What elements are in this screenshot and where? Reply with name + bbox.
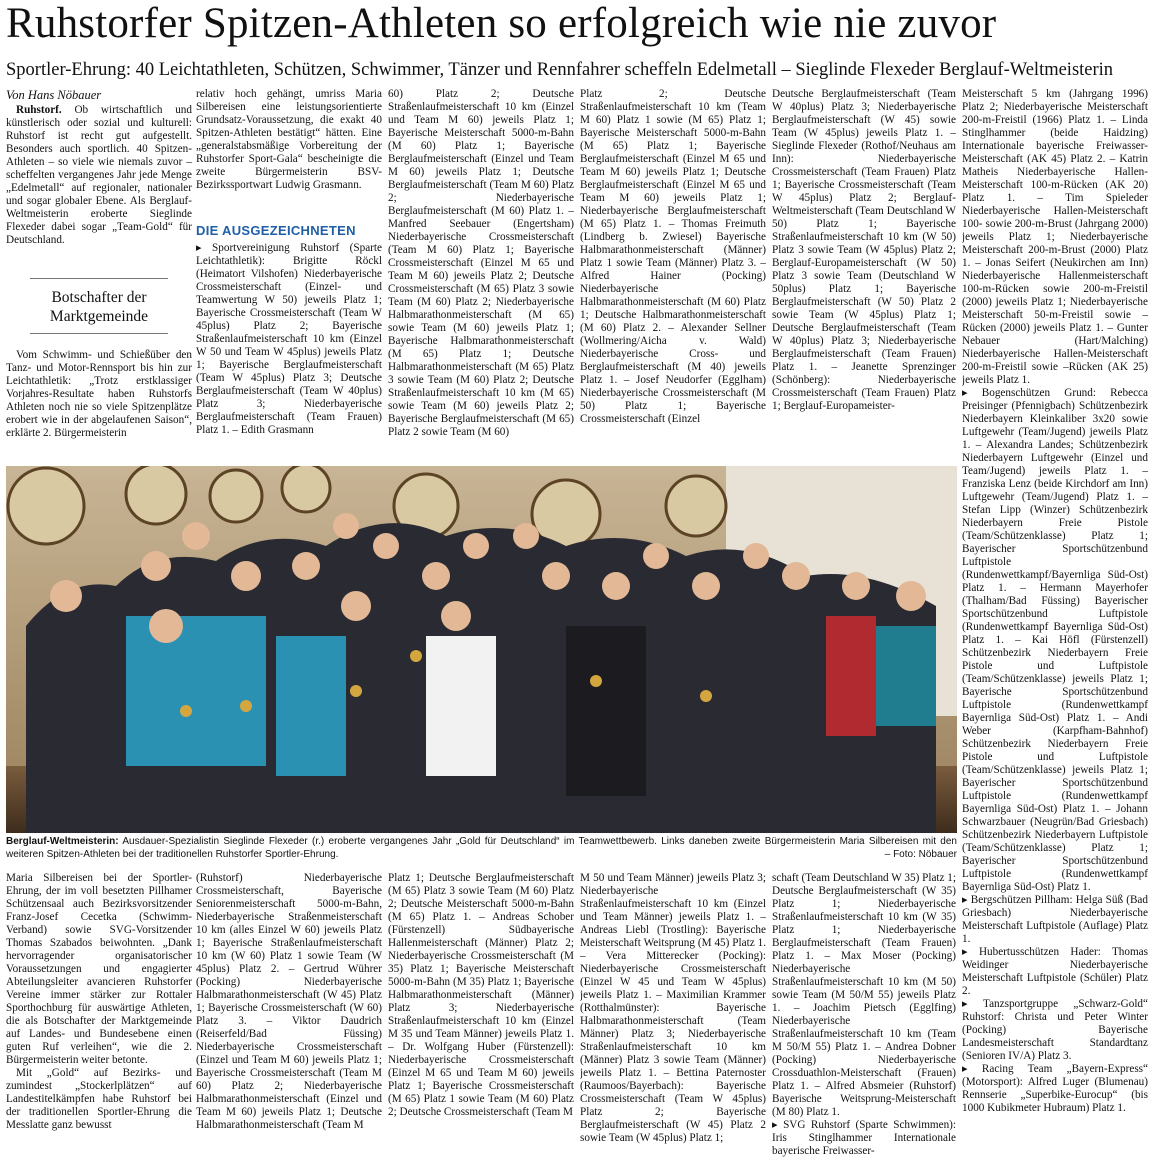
divider-bottom <box>30 333 168 334</box>
subtitle: Botschafter der Marktgemeinde <box>49 289 149 325</box>
article-column-2 <box>196 88 382 218</box>
list-entry: ▸ Racing Team „Bayern-Express“ (Motorsport): Alfred Luger (Blumenau) Rennserie „Superbike-Eurocup“ (bis 1000 Kubikmeter Hubraum) Platz 1. <box>962 1063 1148 1115</box>
article-column-6 <box>962 88 1148 1162</box>
subheadline: Sportler-Ehrung: 40 Leichtathleten, Schützen, Schwimmer, Tänzer und Rennfahrer scheffeln Edelmetall – Sieglinde Flexeder Berglauf-Weltmeisterin <box>6 60 1114 80</box>
article-column-1-mid <box>6 349 192 461</box>
list-entry: ▸ Hubertusschützen Hader: Thomas Weidinger Niederbayerische Meisterschaft Luftpistole (Schüler) Platz 2. <box>962 946 1148 998</box>
group-photo-illustration <box>6 466 957 833</box>
list-entry: ▸ Bogenschützen Grund: Rebecca Preisinger (Pfennigbach) Schützenbezirk Niederbayern Kleinkaliber 3x20 sowie Luftgewehr (Team/Jugend) jeweils Platz 1. – Alexandra Landes; Schützenbezirk Niederbayern Luftgewehr (Einzel und Team/Jugend) jeweils Platz 1. – Franziska Lenz (beide Kirchdorf am Inn) Luftgewehr (Team/Jugend) Platz 1. – Stefan Lipp (Winzer) Schützenbezirk Niederbayern Freie Pistole (Team/Schützenklasse) Platz 1; Bayerischer Sportschützenbund Luftpistole (Rundenwettkampf/Bayernliga Süd-Ost) Platz 1. – Hermann Mayerhofer (Thalham/Bad Füssing) Bayerischer Sportschützenbund Luftpistole (Rundenwettkampf Bayernliga Süd-Ost) Platz 1. – Kai Höfl (Fürstenzell) Schützenbezirk Niederbayern Freie Pistole und Luftpistole (Team/Schützenklasse) jeweils Platz 1; Bayerische Sportschützenbund Luftpistole (Rundenwettkampf Bayernliga Süd-Ost) Platz 1. – Andi Weber (Karpfham-Bahnhof) Schützenbezirk Niederbayern Freie Pistole und Luftpistole (Team/Schützenklasse) jeweils Platz 1; Bayerischer Sportschützenbund Luftpistole (Rundenwettkampf Bayernliga Süd-Ost) Platz 1. – Johann Schwarzbauer (Neugrün/Bad Griesbach) Schützenbezirk Niederbayern Luftpistole (Team/Schützenklasse) Platz 1; Bayerischer Sportschützenbund Luftpistole (Rundenwettkampf Bayernliga Süd-Ost) Platz 1. <box>962 387 1148 894</box>
paragraph: Vom Schwimm- und Schießüber den Tanz- und Motor-Rennsport bis hin zur Leichtathletik: „Trotz erstklassiger Vorjahres-Resultate haben Ruhstorfs Athleten noch nie so viele Spitzenplätze erobert wie in der abgelaufenen Saison“, erklärte 2. Bürgermeisterin <box>6 349 192 439</box>
article-column-4-bottom <box>580 872 766 1162</box>
article-column-2-bottom <box>196 872 382 1162</box>
article-column-3 <box>388 88 574 462</box>
group-photo <box>6 466 957 833</box>
article-column-5-bottom <box>772 872 956 1162</box>
list-entry: ▸ Bergschützen Pillham: Helga Süß (Bad Griesbach) Niederbayerische Meisterschaft Luftpistole (Auflage) Platz 1. <box>962 894 1148 946</box>
paragraph: Mit „Gold“ auf Bezirks- und zumindest „Stockerlplätzen“ auf Landestitelkämpfen habe Ruhstorf bei der traditionellen Sportler-Ehrung die Messlatte ganz bewusst <box>6 1067 192 1131</box>
paragraph: schaft (Team Deutschland W 35) Platz 1; Deutsche Berglaufmeisterschaft (W 35) Platz 1; Niederbayerische Straßenlaufmeisterschaft 10 km (W 35) Platz 1; Niederbayerische Berglaufmeisterschaft (Team Frauen) Platz 1. – Max Moser (Pocking) Niederbayerische Straßenlaufmeisterschaft 10 km (M 50) sowie Team (M 50/M 55) jeweils Platz 1. – Joachim Pietsch (Egglfing) Niederbayerische Straßenlaufmeisterschaft 10 km (Team M 50/M 55) Platz 1. – Andrea Dobner (Pocking) Niederbayerische Crossduathlon-Meisterschaft (Frauen) Platz 1. – Alfred Absmeier (Ruhstorf) Bayerische Weitsprung-Meisterschaft (M 80) Platz 1. <box>772 872 956 1118</box>
headline: Ruhstorfer Spitzen-Athleten so erfolgreich wie nie zuvor <box>6 0 997 47</box>
paragraph: Maria Silbereisen bei der Sportler-Ehrung, der im voll besetzten Pillhamer Schützensaal auch Bezirksvorsitzender Franz-Josef Cecetka (Schwimm-Verband) sowie SVG-Vorsitzender Thomas Szabados beiwohnten. „Dank hervorragender organisatorischer Voraussetzungen und engagierter Abteilungsleiter avancieren Ruhstorfer Vereine immer stärker zur Rottaler Sporthochburg für auswärtige Athleten, die als Botschafter der Marktgemeinde auf Landes- und Bundesebene einen guten Ruf verleihen“, wie die 2. Bürgermeisterin weiter betonte. <box>6 872 192 1066</box>
divider-top <box>30 278 168 279</box>
paragraph: relativ hoch gehängt, umriss Maria Silbereisen eine leistungsorientierte Grundsatz-Voraussetzung, die exakt 40 Spitzen-Athleten bestätigt“ hätten. Eine „generalstabsmäßige Vorbereitung der Ruhstorfer Sport-Gala“ bescheinigte die zweite Bürgermeisterin BSV-Bezirkssportwart Ludwig Grasmann. <box>196 88 382 191</box>
article-column-1 <box>6 104 192 266</box>
paragraph: Platz 2; Deutsche Straßenlaufmeisterschaft 10 km (Team M 60) Platz 1 sowie (M 65) Platz 1; Bayerische Meisterschaft 5000-m-Bahn (M 65) Platz 1; Bayerische Berglaufmeisterschaft (Einzel M 65 und Team M 60) jeweils Platz 1; Deutsche Berglaufmeisterschaft (Einzel M 65 und Team M 60) jeweils Platz 1; Niederbayerische Berglaufmeisterschaft (M 65) Platz 1. – Thomas Freimuth (Lindberg b. Zwiesel) Bayerische Halbmarathonmeisterschaft (Männer) Platz 1 sowie Team (Männer) Platz 3. – Alfred Hainer (Pocking) Niederbayerische Halbmarathonmeisterschaft (M 60) Platz 1; Deutsche Halbmarathonmeisterschaft (M 60) Platz 2. – Alexander Sellner (Wollmering/Aicha v. Wald) Niederbayerische Cross- und Berglaufmeisterschaft (M 40) jeweils Platz 1. – Josef Neudorfer (Egglham) Niederbayerische Crossmeisterschaft (M 50) Platz 1; Bayerische Crossmeisterschaft (Einzel <box>580 88 766 425</box>
photo-caption <box>6 835 957 865</box>
photo-credit: – Foto: Nöbauer <box>884 849 957 860</box>
article-column-1-bottom <box>6 872 192 1162</box>
paragraph: Meisterschaft 5 km (Jahrgang 1996) Platz 2; Niederbayerische Meisterschaft 200-m-Freistil (1966) Platz 1. – Linda Stinglhammer (beide Haidzing) Internationale bayerische Freiwasser-Meisterschaft (AK 45) Platz 2. – Katrin Matheis Niederbayerische Hallen-Meisterschaft 100-m-Rücken (AK 20) Platz 1. – Tim Spieleder Niederbayerische Hallen-Meisterschaft 100- sowie 200-m-Brust (Jahrgang 2000) jeweils Platz 1; Niederbayerische Meisterschaft 200-m-Brust (2000) Platz 1. – Jonas Seifert (Neukirchen am Inn) Niederbayerische Hallenmeisterschaft 100-m-Rücken sowie 200-m-Freistil (2000) jeweils Platz 1; Niederbayerische Meisterschaft 50-m-Freistil sowie –Rücken (2000) jeweils Platz 1. – Gunter Nebauer (Hart/Malching) Niederbayerische Hallen-Meisterschaft 200-m-Freistil sowie –Rücken (AK 25) jeweils Platz 1. <box>962 88 1148 386</box>
paragraph: M 50 und Team Männer) jeweils Platz 3; Niederbayerische Straßenlaufmeisterschaft 10 km (Einzel und Team Männer) jeweils Platz 1. – Andreas Liebl (Trostling): Bayerische Meisterschaft Weitsprung (M 45) Platz 1. – Vera Mitterecker (Pocking): Niederbayerische Crossmeisterschaft (Einzel W 45 und Team W 45plus) jeweils Platz 1. – Maximilian Krammer (Rotthalmünster): Bayerische Halbmarathonmeisterschaft (Team Männer) Platz 3; Niederbayerische Straßenlaufmeisterschaft 10 km (Männer) Platz 3 sowie Team (Männer) jeweils Platz 1. – Bettina Paternoster (Raumoos/Bayerbach): Bayerische Crossmeisterschaft (Team W 45plus) Platz 2; Bayerische Berglaufmeisterschaft (W 45) Platz 2 sowie Team (W 45plus) Platz 1; <box>580 872 766 1144</box>
paragraph: (Ruhstorf) Niederbayerische Crossmeisterschaft, Bayerische Seniorenmeisterschaft 5000-m-Bahn, Niederbayerische Straßenmeisterschaft 10 km (alles Einzel W 60) jeweils Platz 1; Bayerische Straßenlaufmeisterschaft 10 km (W 60) Platz 1 sowie Team (W 45plus) Platz 2. – Gertrud Wührer (Pocking) Niederbayerische Halbmarathonmeisterschaft (W 45) Platz 1; Bayerische Crossmeisterschaft (W 60) Platz 3. – Viktor Daudrich (Reiserfeld/Bad Füssing) Niederbayerische Crossmeisterschaft (Einzel und Team M 60) jeweils Platz 1; Bayerische Crossmeisterschaft (Team M 60) Platz 2; Niederbayerische Halbmarathonmeisterschaft (Einzel und Team M 60) jeweils Platz 1; Deutsche Halbmarathonmeisterschaft (Team M <box>196 872 382 1131</box>
intro-text: Ob wirtschaftlich und künstlerisch oder sozial und kulturell: Ruhstorf ist recht gut aufgestellt. Besonders auch sportlich. 40 Spitzen-Athleten – so viele wie niemals zuvor – scheffelten vergangenes Jahr jede Menge „Edelmetall“ auf regionaler, nationaler und sogar globaler Ebene. Als Berglauf-Weltmeisterin eroberte Sieglinde Flexeder dabei sogar „Team-Gold“ für Deutschland. <box>6 104 192 246</box>
dateline: Ruhstorf. <box>16 104 62 116</box>
article-column-4 <box>580 88 766 462</box>
caption-text: Ausdauer-Spezialistin Sieglinde Flexeder (r.) eroberte vergangenes Jahr „Gold für Deutschland“ im Teamwettbewerb. Links daneben zweite Bürgermeisterin Maria Silbereisen mit den weiteren Spitzen-Athleten bei der traditionellen Ruhstorfer Sportler-Ehrung. <box>6 836 957 860</box>
article-column-2-list <box>196 242 382 462</box>
list-entry: ▸ Sportvereinigung Ruhstorf (Sparte Leichtathletik): Brigitte Röckl (Heimatort Vilshofen) Niederbayerische Crossmeisterschaft (Einzel- und Teamwertung W 50) jeweils Platz 1; Bayerische Crossmeisterschaft (Team W 45plus) Platz 2; Bayerische Straßenlaufmeisterschaft 10 km (Einzel W 50 und Team W 45plus) jeweils Platz 1; Bayerische Berglaufmeisterschaft (Team W 45plus) Platz 3; Deutsche Berglaufmeisterschaft (Team W 40plus) Platz 3; Niederbayerische Berglaufmeisterschaft (Team Frauen) Platz 1. – Edith Grasmann <box>196 242 382 437</box>
caption-label: Berglauf-Weltmeisterin: <box>6 836 119 847</box>
article-column-3-bottom <box>388 872 574 1162</box>
section-heading: DIE AUSGEZEICHNETEN <box>196 223 356 238</box>
list-entry: ▸ Tanzsportgruppe „Schwarz-Gold“ Ruhstorf: Christa und Peter Winter (Pocking) Bayerische Landesmeisterschaft Standardtanz (Senioren IV/A) Platz 3. <box>962 998 1148 1063</box>
paragraph: 60) Platz 2; Deutsche Straßenlaufmeisterschaft 10 km (Einzel und Team M 60) jeweils Platz 1; Bayerische Meisterschaft 5000-m-Bahn (M 60) Platz 1; Bayerische Berglaufmeisterschaft (Einzel und Team M 60) jeweils Platz 1; Deutsche Berglaufmeisterschaft (Team M 60) Platz 2; Niederbayerische Berglaufmeisterschaft (M 60) Platz 1. – Manfred Seebauer (Engertsham) Niederbayerische Crossmeisterschaft (Team M 60) Platz 1; Bayerische Crossmeisterschaft (Einzel M 65 und Team M 60) jeweils Platz 2; Deutsche Crossmeisterschaft (M 65) Platz 3 sowie Team (M 60) Platz 2; Niederbayerische Halbmarathonmeisterschaft (M 65) sowie Team (M 60) jeweils Platz 1; Bayerische Halbmarathonmeisterschaft (M 65) Platz 1; Deutsche Halbmarathonmeisterschaft (M 65) Platz 3 sowie Team (M 60) Platz 2; Deutsche Straßenlaufmeisterschaft 10 km (M 65) sowie Team (M 60) jeweils Platz 2; Bayerische Berglaufmeisterschaft (M 65) Platz 2 sowie Team (M 60) <box>388 88 574 438</box>
article-column-5 <box>772 88 956 462</box>
list-entry: ▸ SVG Ruhstorf (Sparte Schwimmen): Iris Stinglhammer Internationale bayerische Freiwasser- <box>772 1119 956 1158</box>
byline: Von Hans Nöbauer <box>6 88 102 102</box>
paragraph: Deutsche Berglaufmeisterschaft (Team W 40plus) Platz 3; Niederbayerische Berglaufmeisterschaft (W 45) sowie Team (W 45plus) jeweils Platz 1. – Sieglinde Flexeder (Rothof/Neuhaus am Inn): Niederbayerische Crossmeisterschaft (Team Frauen) Platz 1; Bayerische Crossmeisterschaft (Team W 45plus) Platz 2; Berglauf-Weltmeisterschaft (Team Deutschland W 50) Platz 1; Bayerische Straßenlaufmeisterschaft 10 km (W 50) Platz 3 sowie Team (W 45plus) Platz 2; Berglauf-Europameisterschaft (W 50) Platz 3 sowie Team (Deutschland W 50plus) Platz 1; Bayerische Berglaufmeisterschaft (W 50) Platz 2 sowie Team (W 45plus) Platz 1; Deutsche Berglaufmeisterschaft (Team W 40plus) Platz 3; Niederbayerische Berglaufmeisterschaft (Team Frauen) Platz 1. – Jeanette Sprenzinger (Schönberg): Niederbayerische Crossmeisterschaft (Team Frauen) Platz 1; Berglauf-Europameister- <box>772 88 956 412</box>
paragraph: Platz 1; Deutsche Berglaufmeisterschaft (M 65) Platz 3 sowie Team (M 60) Platz 2; Deutsche Meisterschaft 5000-m-Bahn (M 65) Platz 1. – Andreas Schober (Fürstenzell) Südbayerische Hallenmeisterschaft (Männer) Platz 2; Niederbayerische Crossmeisterschaft (M 35) Platz 1; Bayerische Meisterschaft 5000-m-Bahn (M 35) Platz 1; Bayerische Halbmarathonmeisterschaft (Männer) Platz 3; Niederbayerische Straßenlaufmeisterschaft 10 km (Einzel M 35 und Team Männer) jeweils Platz 1. – Dr. Wolfgang Huber (Fürstenzell): Niederbayerische Crossmeisterschaft (Einzel M 65 und Team M 60) jeweils Platz 1; Bayerische Crossmeisterschaft (M 65) Platz 1 sowie Team (M 60) Platz 2; Deutsche Crossmeisterschaft (Team M <box>388 872 574 1118</box>
